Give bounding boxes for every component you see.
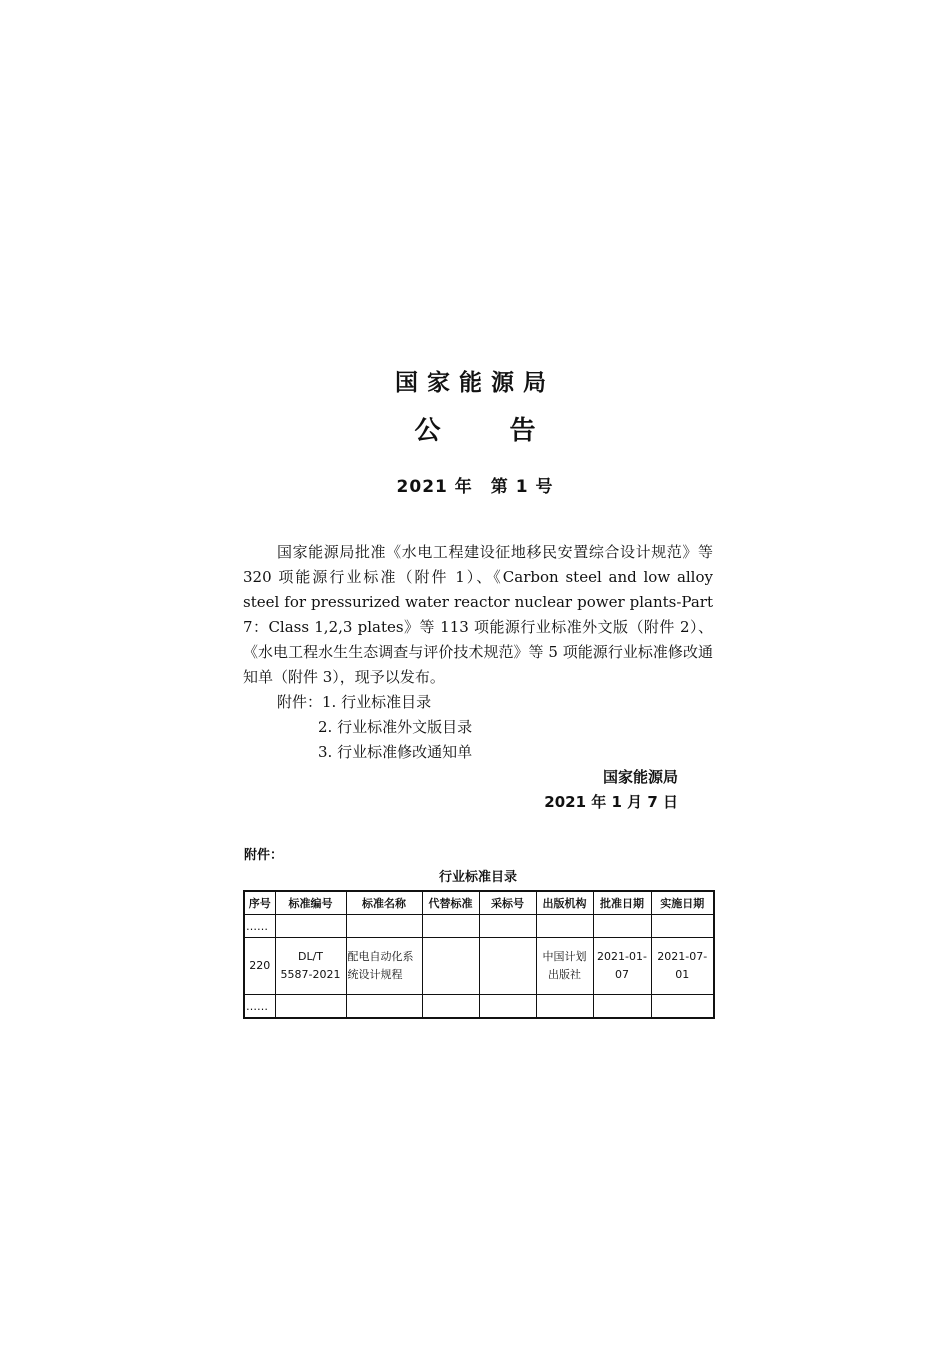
column-header: 标准名称: [346, 891, 422, 915]
publisher-cell: 中国计划出版社: [536, 938, 593, 995]
attachments-heading: 附件：1. 行业标准目录: [277, 693, 432, 711]
document-type-title: 公 告: [414, 416, 566, 446]
column-header: 批准日期: [593, 891, 651, 915]
attachment-item-3: 3. 行业标准修改通知单: [318, 743, 473, 761]
column-header: 采标号: [479, 891, 536, 915]
replaced-standard-cell: [422, 938, 479, 995]
standard-code-cell: [275, 938, 346, 995]
signature-organization: 国家能源局: [602, 768, 678, 786]
ellipsis-cell: ……: [244, 995, 275, 1019]
annex-label: 附件：: [244, 848, 284, 863]
announcement-paragraph: 国家能源局批准《水电工程建设征地移民安置综合设计规范》等 320 项能源行业标准（附件 1）、《Carbon steel and low alloy steel for pressurized water reactor nuclear power plants-Part 7：Class 1,2,3 plates》等 113 项能源行业标准外文版（附件 2）、《水电工程水生生态调查与评价技术规范》等 5 项能源行业标准修改通知单（附件 3），现予以发布。: [243, 543, 713, 686]
adopted-standard-cell: [479, 938, 536, 995]
column-header: 序号: [244, 891, 275, 915]
column-header: 标准编号: [275, 891, 346, 915]
attachment-item-2: 2. 行业标准外文版目录: [318, 718, 473, 736]
issue-number: 2021 年 第 1 号: [396, 477, 554, 497]
issuer-title: 国家能源局: [395, 370, 555, 396]
column-header: 实施日期: [651, 891, 714, 915]
approval-date-cell: 2021-01-07: [593, 938, 651, 995]
standards-catalog-table: [243, 890, 715, 1019]
column-header: 代替标准: [422, 891, 479, 915]
column-header: 出版机构: [536, 891, 593, 915]
row-number-cell: 220: [244, 938, 275, 995]
signature-date: 2021 年 1 月 7 日: [544, 793, 678, 811]
effective-date-cell: 2021-07-01: [651, 938, 714, 995]
ellipsis-cell: ……: [244, 915, 275, 938]
table-row-ellipsis: [244, 915, 714, 938]
table-title: 行业标准目录: [438, 870, 517, 885]
table-row-ellipsis: [244, 995, 714, 1019]
table-header-row: [244, 891, 714, 915]
standard-code-prefix: DL/T: [297, 950, 324, 963]
standard-code-number: 5587-2021: [280, 968, 341, 981]
table-row: [244, 938, 714, 995]
standard-name-cell: 配电自动化系统设计规程: [346, 938, 422, 995]
